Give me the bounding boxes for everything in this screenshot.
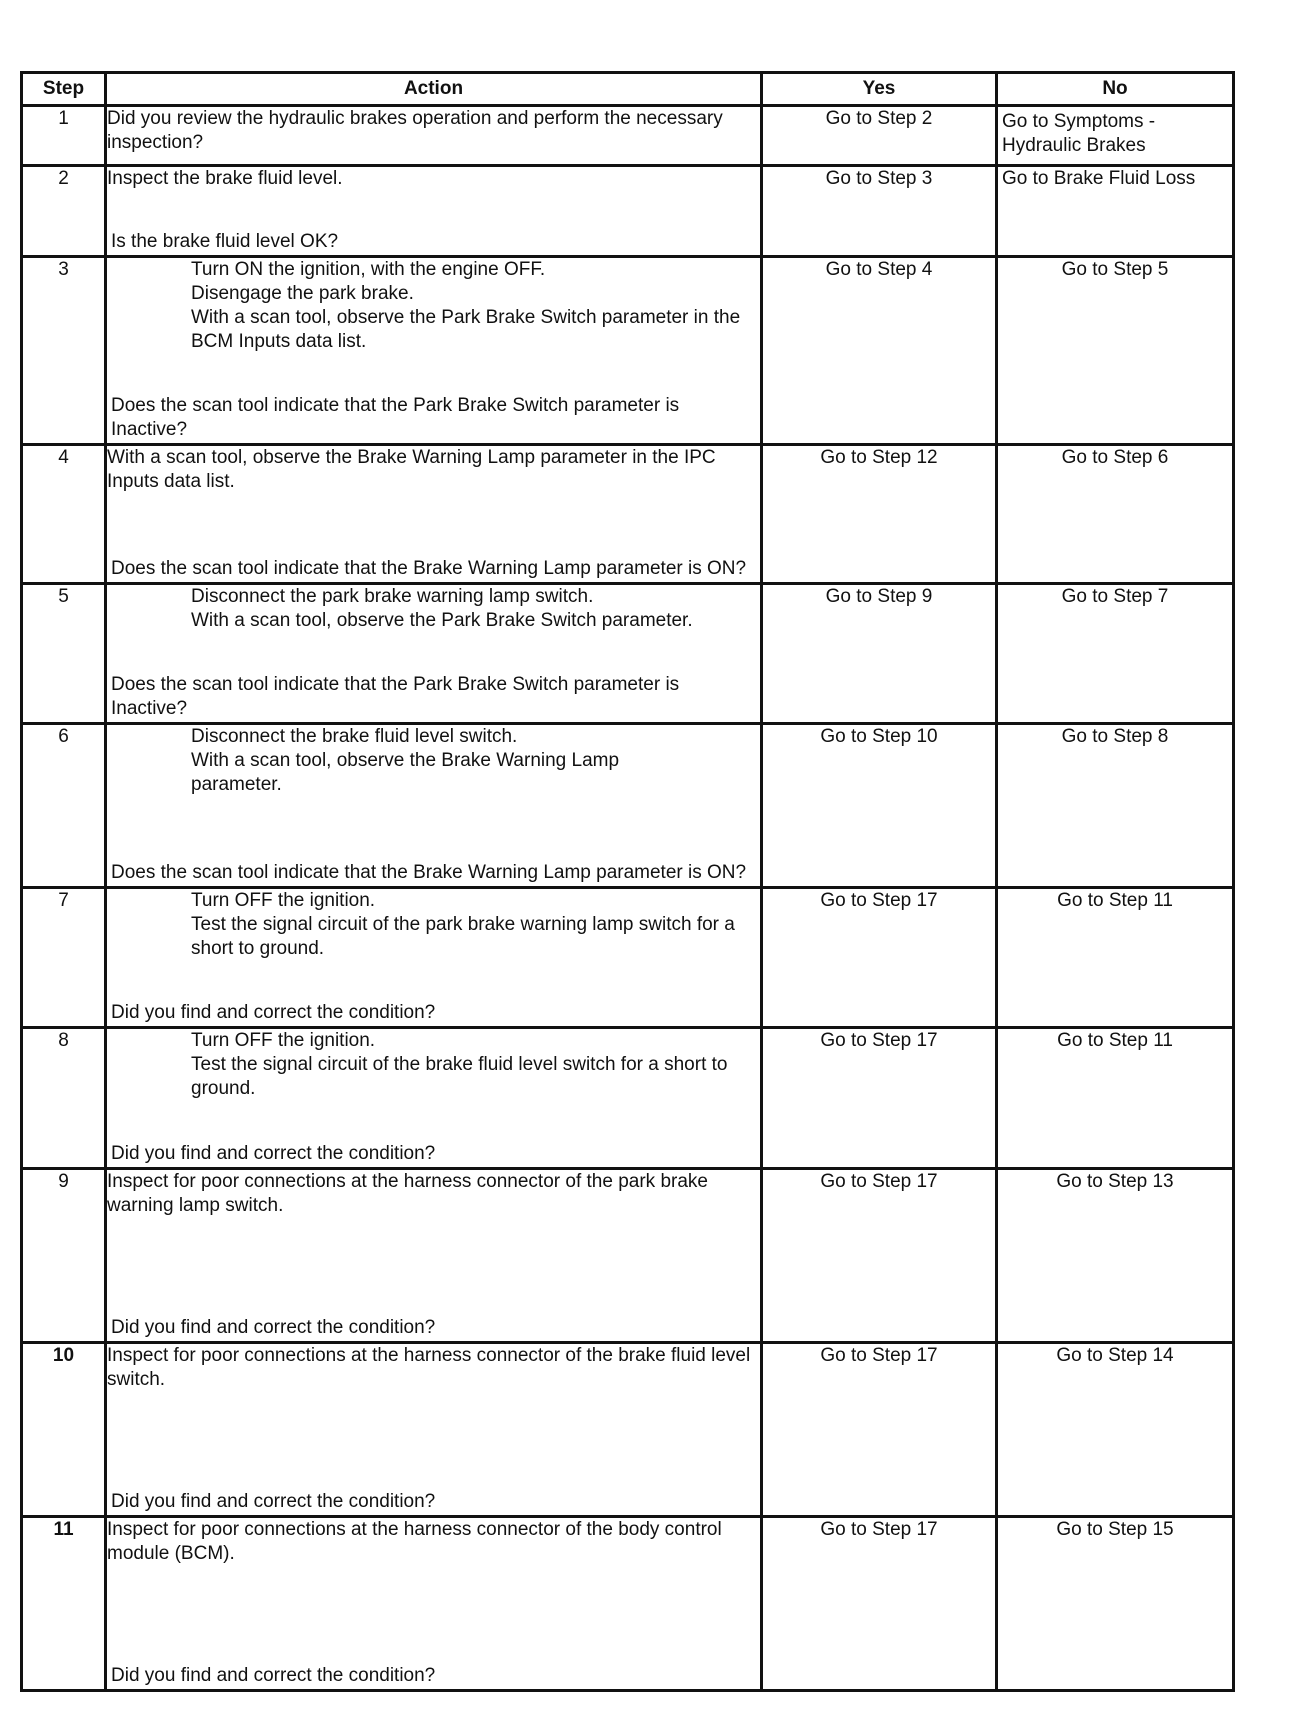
table-row xyxy=(22,888,1234,1028)
action-cell xyxy=(106,1028,762,1169)
instruction-line: Inspect for poor connections at the harness connector of the park brake warning lamp switch. xyxy=(107,1171,708,1216)
yes-outcome: Go to Step 17 xyxy=(762,1169,997,1343)
action-cell xyxy=(106,888,762,1028)
yes-outcome: Go to Step 9 xyxy=(762,584,997,724)
yes-outcome: Go to Step 12 xyxy=(762,445,997,584)
table-row xyxy=(22,1343,1234,1517)
yes-outcome: Go to Step 2 xyxy=(762,106,997,166)
no-outcome: Go to Step 11 xyxy=(997,888,1234,1028)
action-cell xyxy=(106,1343,762,1517)
step-number: 6 xyxy=(22,724,106,888)
instruction-line: With a scan tool, observe the Park Brake Switch parameter in the BCM Inputs data list. xyxy=(191,307,741,352)
step-number: 5 xyxy=(22,584,106,724)
step-number: 9 xyxy=(22,1169,106,1343)
question-text: Did you find and correct the condition? xyxy=(111,1143,436,1164)
step-number: 8 xyxy=(22,1028,106,1169)
instruction-line: Inspect the brake fluid level. xyxy=(107,168,343,189)
question-text: Does the scan tool indicate that the Park Brake Switch parameter is Inactive? xyxy=(111,674,680,719)
action-cell xyxy=(106,106,762,166)
no-outcome: Go to Step 5 xyxy=(997,257,1234,445)
diagnostic-table xyxy=(20,71,1235,1692)
action-cell xyxy=(106,1517,762,1691)
instruction-line: Disconnect the brake fluid level switch. xyxy=(191,726,518,747)
table-row xyxy=(22,445,1234,584)
no-outcome: Go to Symptoms - Hydraulic Brakes xyxy=(997,106,1234,166)
no-outcome: Go to Step 7 xyxy=(997,584,1234,724)
yes-outcome: Go to Step 17 xyxy=(762,888,997,1028)
question-text: Did you review the hydraulic brakes operation and perform the necessary inspection? xyxy=(107,108,723,153)
step-number: 3 xyxy=(22,257,106,445)
no-outcome: Go to Step 13 xyxy=(997,1169,1234,1343)
no-outcome: Go to Step 14 xyxy=(997,1343,1234,1517)
table-row xyxy=(22,724,1234,888)
table-row xyxy=(22,1028,1234,1169)
header-step: Step xyxy=(22,73,106,106)
instruction-line: Inspect for poor connections at the harness connector of the body control module (BCM). xyxy=(107,1519,722,1564)
action-cell xyxy=(106,257,762,445)
table-row xyxy=(22,257,1234,445)
table-row xyxy=(22,1169,1234,1343)
action-cell xyxy=(106,166,762,257)
header-yes: Yes xyxy=(762,73,997,106)
instruction-line: Test the signal circuit of the park brake warning lamp switch for a short to ground. xyxy=(191,914,735,959)
yes-outcome: Go to Step 3 xyxy=(762,166,997,257)
yes-outcome: Go to Step 4 xyxy=(762,257,997,445)
step-number: 7 xyxy=(22,888,106,1028)
table-row xyxy=(22,166,1234,257)
step-number: 2 xyxy=(22,166,106,257)
instruction-line: Disconnect the park brake warning lamp switch. xyxy=(191,586,594,607)
header-row xyxy=(22,73,1234,106)
question-text: Did you find and correct the condition? xyxy=(111,1491,436,1512)
yes-outcome: Go to Step 17 xyxy=(762,1517,997,1691)
question-text: Did you find and correct the condition? xyxy=(111,1317,436,1338)
no-outcome: Go to Step 6 xyxy=(997,445,1234,584)
action-cell xyxy=(106,724,762,888)
step-number: 11 xyxy=(22,1517,106,1691)
step-number: 10 xyxy=(22,1343,106,1517)
instruction-line: Test the signal circuit of the brake fluid level switch for a short to ground. xyxy=(191,1054,728,1099)
instruction-line: Turn OFF the ignition. xyxy=(191,1030,376,1051)
instruction-line: Turn ON the ignition, with the engine OFF. xyxy=(191,259,546,280)
question-text: Does the scan tool indicate that the Park Brake Switch parameter is Inactive? xyxy=(111,395,680,440)
table-row xyxy=(22,106,1234,166)
no-outcome: Go to Brake Fluid Loss xyxy=(997,166,1234,257)
no-outcome: Go to Step 15 xyxy=(997,1517,1234,1691)
table-row xyxy=(22,584,1234,724)
header-no: No xyxy=(997,73,1234,106)
instruction-line: With a scan tool, observe the Brake Warning Lamp parameter in the IPC Inputs data list. xyxy=(107,447,716,492)
yes-outcome: Go to Step 10 xyxy=(762,724,997,888)
instruction-line: Turn OFF the ignition. xyxy=(191,890,376,911)
yes-outcome: Go to Step 17 xyxy=(762,1028,997,1169)
question-text: Did you find and correct the condition? xyxy=(111,1665,436,1686)
instruction-line: With a scan tool, observe the Park Brake Switch parameter. xyxy=(191,610,693,631)
question-text: Does the scan tool indicate that the Brake Warning Lamp parameter is ON? xyxy=(111,558,747,579)
instruction-line: Disengage the park brake. xyxy=(191,283,414,304)
question-text: Did you find and correct the condition? xyxy=(111,1002,436,1023)
instruction-line: Inspect for poor connections at the harness connector of the brake fluid level switch. xyxy=(107,1345,751,1390)
action-cell xyxy=(106,445,762,584)
yes-outcome: Go to Step 17 xyxy=(762,1343,997,1517)
step-number: 4 xyxy=(22,445,106,584)
no-outcome: Go to Step 8 xyxy=(997,724,1234,888)
step-number: 1 xyxy=(22,106,106,166)
question-text: Is the brake fluid level OK? xyxy=(111,231,339,252)
no-outcome: Go to Step 11 xyxy=(997,1028,1234,1169)
table-row xyxy=(22,1517,1234,1691)
action-cell xyxy=(106,584,762,724)
question-text: Does the scan tool indicate that the Brake Warning Lamp parameter is ON? xyxy=(111,862,747,883)
header-action: Action xyxy=(106,73,762,106)
action-cell xyxy=(106,1169,762,1343)
instruction-line: With a scan tool, observe the Brake Warning Lamp parameter. xyxy=(191,750,620,795)
